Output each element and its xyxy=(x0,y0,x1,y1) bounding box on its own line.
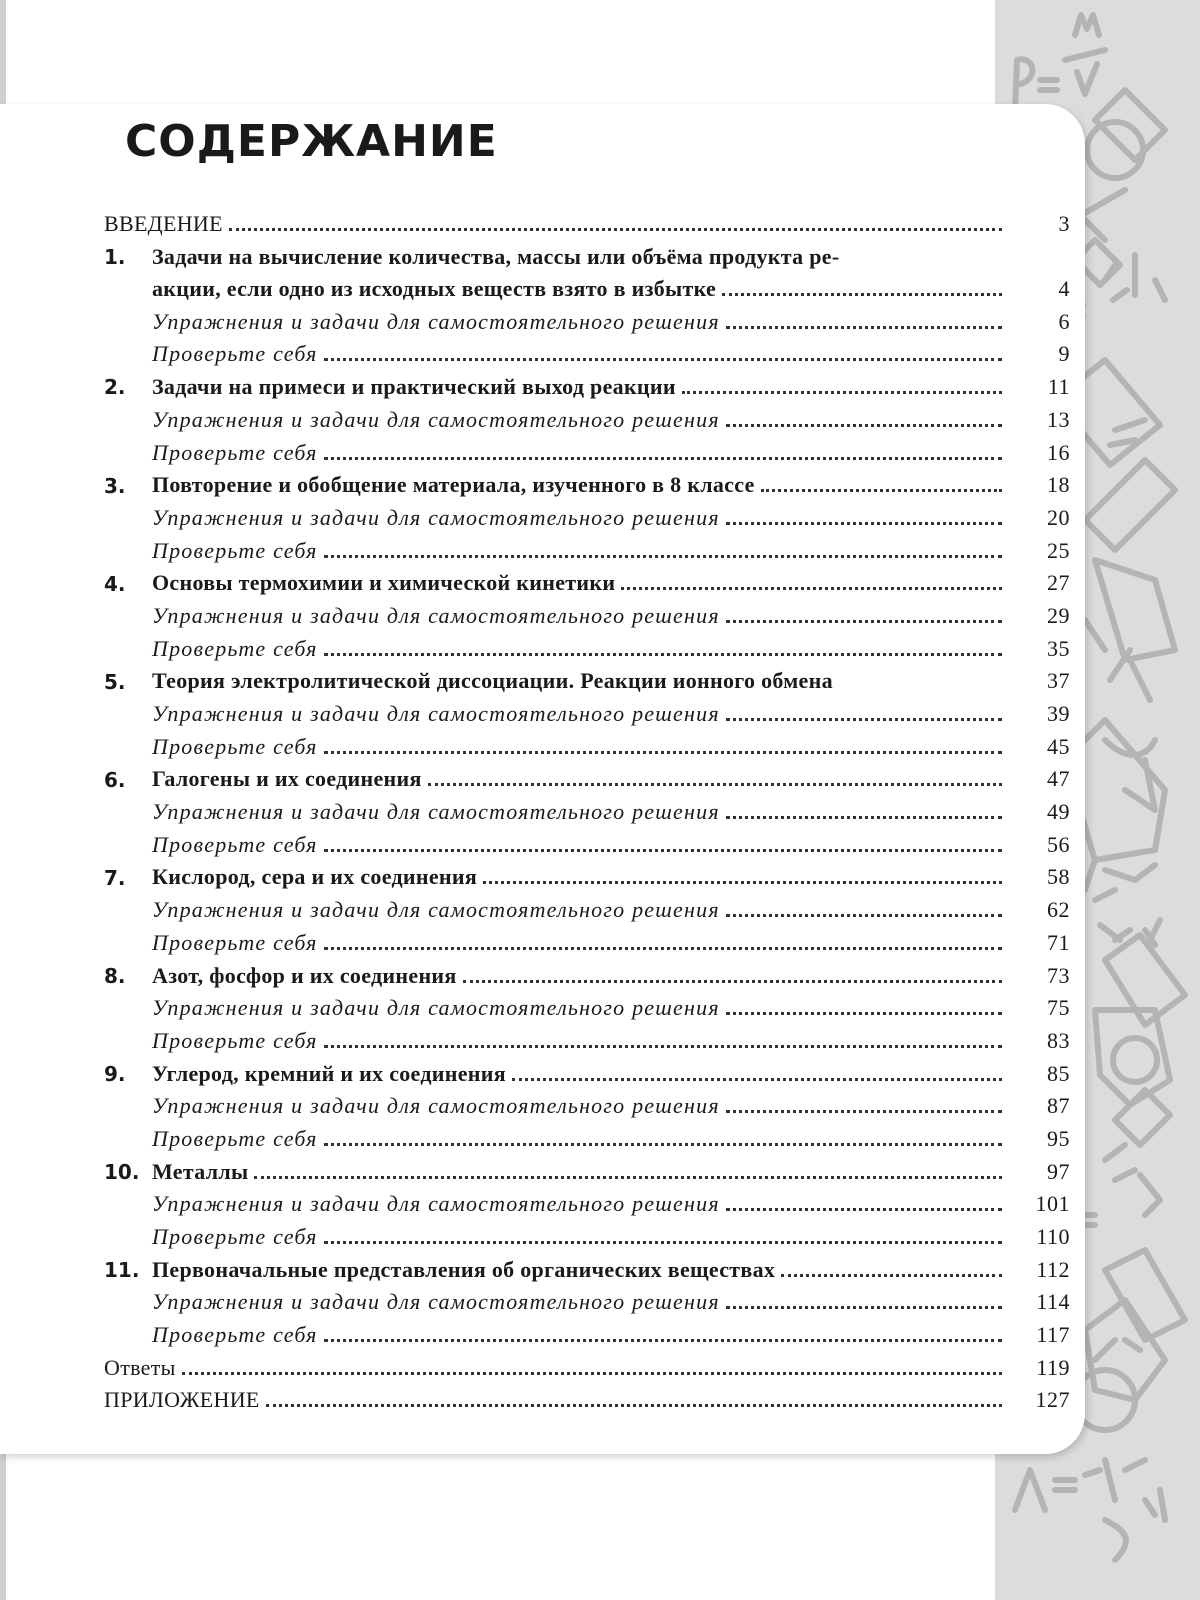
dot-leader xyxy=(726,1110,1002,1113)
dot-leader xyxy=(726,816,1002,819)
page-number: 73 xyxy=(1047,962,1070,988)
dot-leader xyxy=(324,1045,1002,1048)
exercises-label: Упражнения и задачи для самостоятельного решения xyxy=(152,1093,720,1119)
page-number: 20 xyxy=(1047,504,1070,530)
toc-check-9[interactable] xyxy=(104,1122,1070,1155)
page-number: 114 xyxy=(1036,1289,1070,1315)
chapter-number: 8. xyxy=(104,963,126,988)
dot-leader xyxy=(726,620,1002,623)
check-label: Проверьте себя xyxy=(152,1125,318,1151)
dot-leader xyxy=(324,947,1002,950)
toc-check-3[interactable] xyxy=(104,534,1070,567)
dot-leader xyxy=(726,522,1002,525)
page-number: 29 xyxy=(1047,602,1070,628)
page-number: 56 xyxy=(1047,831,1070,857)
toc-entry-intro[interactable] xyxy=(104,207,1070,240)
page-number: 112 xyxy=(1036,1256,1070,1282)
exercises-label: Упражнения и задачи для самостоятельного решения xyxy=(152,504,720,530)
page-number: 27 xyxy=(1047,570,1070,596)
toc-exercises-2[interactable] xyxy=(104,403,1070,436)
chapter-title-line1: Задачи на вычисление количества, массы или объёма продукта ре- xyxy=(152,244,840,270)
dot-leader xyxy=(726,424,1002,427)
toc-check-1[interactable] xyxy=(104,338,1070,371)
toc-chapter-7[interactable] xyxy=(104,861,1070,894)
exercises-label: Упражнения и задачи для самостоятельного решения xyxy=(152,406,720,432)
table-of-contents xyxy=(104,207,1070,1416)
chapter-title-line2: акции, если одно из исходных веществ взято в избытке xyxy=(152,276,717,302)
dot-leader xyxy=(428,783,1002,786)
page-number: 97 xyxy=(1047,1158,1070,1184)
page-number: 25 xyxy=(1047,537,1070,563)
dot-leader xyxy=(324,653,1002,656)
toc-exercises-5[interactable] xyxy=(104,697,1070,730)
check-label: Проверьте себя xyxy=(152,439,318,465)
page-number: 62 xyxy=(1047,897,1070,923)
toc-entry-answers[interactable] xyxy=(104,1351,1070,1384)
chapter-number: 10. xyxy=(104,1159,140,1184)
exercises-label: Упражнения и задачи для самостоятельного решения xyxy=(152,897,720,923)
chapter-title: Теория электролитической диссоциации. Реакции ионного обмена xyxy=(152,668,833,694)
chapter-number: 5. xyxy=(104,669,126,694)
page-number: 13 xyxy=(1047,406,1070,432)
check-label: Проверьте себя xyxy=(152,1027,318,1053)
check-label: Проверьте себя xyxy=(152,1322,318,1348)
chapter-number: 4. xyxy=(104,571,126,596)
dot-leader xyxy=(722,293,1002,296)
page-number: 16 xyxy=(1047,439,1070,465)
chapter-number: 3. xyxy=(104,473,126,498)
toc-exercises-4[interactable] xyxy=(104,599,1070,632)
toc-exercises-3[interactable] xyxy=(104,501,1070,534)
toc-exercises-7[interactable] xyxy=(104,893,1070,926)
toc-chapter-4[interactable] xyxy=(104,567,1070,600)
toc-check-8[interactable] xyxy=(104,1024,1070,1057)
toc-exercises-11[interactable] xyxy=(104,1286,1070,1319)
check-label: Проверьте себя xyxy=(152,929,318,955)
check-label: Проверьте себя xyxy=(152,341,318,367)
toc-exercises-10[interactable] xyxy=(104,1188,1070,1221)
toc-entry-appendix[interactable] xyxy=(104,1384,1070,1417)
page-number: 83 xyxy=(1047,1027,1070,1053)
toc-chapter-9[interactable] xyxy=(104,1057,1070,1090)
page-number: 47 xyxy=(1047,766,1070,792)
page-number: 71 xyxy=(1047,929,1070,955)
page-number: 4 xyxy=(1058,276,1070,302)
toc-exercises-9[interactable] xyxy=(104,1090,1070,1123)
page-number: 95 xyxy=(1047,1125,1070,1151)
toc-chapter-6[interactable] xyxy=(104,763,1070,796)
exercises-label: Упражнения и задачи для самостоятельного решения xyxy=(152,1191,720,1217)
check-label: Проверьте себя xyxy=(152,537,318,563)
dot-leader xyxy=(726,1012,1002,1015)
page-number: 45 xyxy=(1047,733,1070,759)
chapter-number: 9. xyxy=(104,1061,126,1086)
page-number: 9 xyxy=(1058,341,1070,367)
dot-leader xyxy=(463,980,1002,983)
dot-leader xyxy=(266,1404,1002,1407)
page-number: 37 xyxy=(1047,668,1070,694)
page-title: СОДЕРЖАНИЕ xyxy=(125,116,498,167)
exercises-label: Упражнения и задачи для самостоятельного решения xyxy=(152,1289,720,1315)
chapter-title: Основы термохимии и химической кинетики xyxy=(152,570,616,596)
dot-leader xyxy=(726,1306,1002,1309)
dot-leader xyxy=(324,555,1002,558)
chapter-title: Металлы xyxy=(152,1158,249,1184)
page-number: 110 xyxy=(1036,1224,1070,1250)
dot-leader xyxy=(324,1143,1002,1146)
toc-exercises-8[interactable] xyxy=(104,992,1070,1025)
page-number: 127 xyxy=(1035,1387,1070,1413)
chapter-number: 7. xyxy=(104,865,126,890)
chapter-title: Углерод, кремний и их соединения xyxy=(152,1060,506,1086)
page-number: 49 xyxy=(1047,799,1070,825)
dot-leader xyxy=(324,849,1002,852)
page-number: 75 xyxy=(1047,995,1070,1021)
chapter-title: Галогены и их соединения xyxy=(152,766,422,792)
page-number: 3 xyxy=(1058,210,1070,236)
dot-leader xyxy=(324,457,1002,460)
toc-chapter-11[interactable] xyxy=(104,1253,1070,1286)
chapter-number: 6. xyxy=(104,767,126,792)
chapter-title: Азот, фосфор и их соединения xyxy=(152,962,457,988)
check-label: Проверьте себя xyxy=(152,831,318,857)
check-label: Проверьте себя xyxy=(152,635,318,661)
toc-chapter-2[interactable] xyxy=(104,370,1070,403)
page-number: 35 xyxy=(1047,635,1070,661)
dot-leader xyxy=(621,587,1002,590)
page-number: 18 xyxy=(1047,472,1070,498)
dot-leader xyxy=(324,1339,1002,1342)
dot-leader xyxy=(229,228,1002,231)
page-number: 85 xyxy=(1047,1060,1070,1086)
dot-leader xyxy=(324,751,1002,754)
toc-exercises-1[interactable] xyxy=(104,305,1070,338)
toc-entry-label: ПРИЛОЖЕНИЕ xyxy=(104,1387,260,1413)
page-number: 11 xyxy=(1047,374,1070,400)
page-number: 58 xyxy=(1047,864,1070,890)
toc-chapter-10[interactable] xyxy=(104,1155,1070,1188)
toc-entry-label: Ответы xyxy=(104,1354,176,1380)
check-label: Проверьте себя xyxy=(152,1224,318,1250)
dot-leader xyxy=(726,1208,1002,1211)
chapter-title: Задачи на примеси и практический выход реакции xyxy=(152,374,676,400)
toc-check-11[interactable] xyxy=(104,1318,1070,1351)
page-number: 87 xyxy=(1047,1093,1070,1119)
toc-check-2[interactable] xyxy=(104,436,1070,469)
page-number: 39 xyxy=(1047,701,1070,727)
toc-chapter-1[interactable] xyxy=(104,240,1070,305)
dot-leader xyxy=(682,391,1002,394)
chapter-number: 1. xyxy=(104,244,126,269)
page-number: 117 xyxy=(1036,1322,1070,1348)
check-label: Проверьте себя xyxy=(152,733,318,759)
dot-leader xyxy=(512,1078,1002,1081)
page-number: 101 xyxy=(1035,1191,1070,1217)
exercises-label: Упражнения и задачи для самостоятельного решения xyxy=(152,308,720,334)
dot-leader xyxy=(781,1274,1002,1277)
exercises-label: Упражнения и задачи для самостоятельного решения xyxy=(152,995,720,1021)
chapter-number: 2. xyxy=(104,375,126,400)
toc-exercises-6[interactable] xyxy=(104,795,1070,828)
toc-chapter-5[interactable] xyxy=(104,665,1070,698)
dot-leader xyxy=(254,1176,1002,1179)
toc-chapter-3[interactable] xyxy=(104,469,1070,502)
toc-check-5[interactable] xyxy=(104,730,1070,763)
dot-leader xyxy=(483,881,1002,884)
toc-chapter-8[interactable] xyxy=(104,959,1070,992)
chapter-number: 11. xyxy=(104,1258,140,1283)
chapter-title: Кислород, сера и их соединения xyxy=(152,864,478,890)
dot-leader xyxy=(324,358,1002,361)
toc-entry-label: ВВЕДЕНИЕ xyxy=(104,210,223,236)
toc-check-6[interactable] xyxy=(104,828,1070,861)
dot-leader xyxy=(182,1372,1002,1375)
dot-leader xyxy=(761,489,1002,492)
dot-leader xyxy=(726,718,1002,721)
exercises-label: Упражнения и задачи для самостоятельного решения xyxy=(152,799,720,825)
chapter-title: Первоначальные представления об органических веществах xyxy=(152,1256,776,1282)
exercises-label: Упражнения и задачи для самостоятельного решения xyxy=(152,701,720,727)
toc-check-4[interactable] xyxy=(104,632,1070,665)
dot-leader xyxy=(726,326,1002,329)
page-number: 119 xyxy=(1036,1354,1070,1380)
toc-check-7[interactable] xyxy=(104,926,1070,959)
dot-leader xyxy=(726,914,1002,917)
page-number: 6 xyxy=(1058,308,1070,334)
dot-leader xyxy=(324,1241,1002,1244)
exercises-label: Упражнения и задачи для самостоятельного решения xyxy=(152,602,720,628)
toc-check-10[interactable] xyxy=(104,1220,1070,1253)
chapter-title: Повторение и обобщение материала, изученного в 8 классе xyxy=(152,472,755,498)
dot-leader xyxy=(839,685,1002,688)
